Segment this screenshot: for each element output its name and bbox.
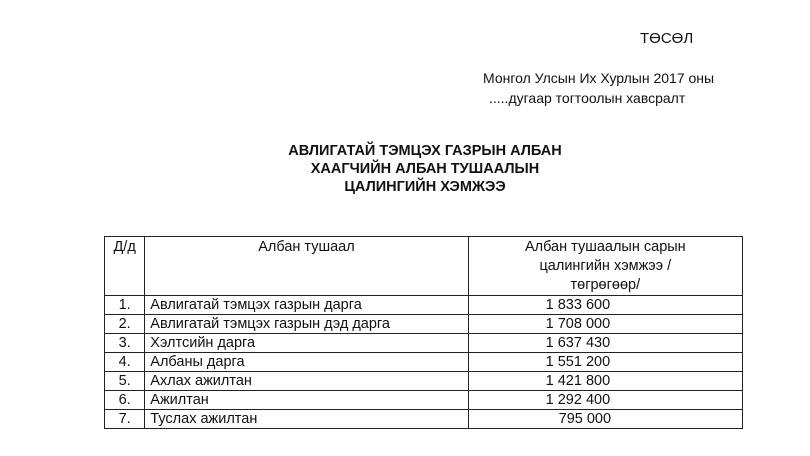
table-row	[105, 410, 743, 429]
row-num: 6.	[105, 391, 145, 410]
row-num: 4.	[105, 353, 145, 372]
annex-note	[483, 68, 714, 108]
row-salary: 1 637 430	[468, 334, 742, 353]
row-position: Ажилтан	[145, 391, 468, 410]
row-salary: 1 292 400	[468, 391, 742, 410]
row-num: 5.	[105, 372, 145, 391]
annex-line-1: Монгол Улсын Их Хурлын 2017 оны	[483, 70, 715, 86]
row-num: 2.	[105, 315, 145, 334]
title-line-2: ХААГЧИЙН АЛБАН ТУШААЛЫН	[310, 161, 540, 177]
row-salary: 1 708 000	[468, 315, 742, 334]
document-title	[250, 142, 600, 196]
title-line-1: АВЛИГАТАЙ ТЭМЦЭХ ГАЗРЫН АЛБАН	[288, 143, 562, 159]
row-position: Туслах ажилтан	[145, 410, 468, 429]
salary-table	[104, 236, 743, 429]
header-salary-line-2: цалингийн хэмжээ /	[539, 258, 672, 274]
row-num: 7.	[105, 410, 145, 429]
draft-label: ТӨСӨЛ	[640, 30, 694, 47]
header-salary	[468, 237, 742, 296]
table-row	[105, 353, 743, 372]
row-position: Ахлах ажилтан	[145, 372, 468, 391]
header-salary-line-1: Албан тушаалын сарын	[524, 239, 686, 255]
row-position: Авлигатай тэмцэх газрын дэд дарга	[145, 315, 468, 334]
table-row	[105, 372, 743, 391]
row-salary: 1 551 200	[468, 353, 742, 372]
row-position: Хэлтсийн дарга	[145, 334, 468, 353]
title-line-3: ЦАЛИНГИЙН ХЭМЖЭЭ	[344, 179, 506, 195]
table-row	[105, 315, 743, 334]
header-num: Д/д	[105, 237, 145, 296]
table-row	[105, 296, 743, 315]
annex-line-2: .....дугаар тогтоолын хавсралт	[489, 90, 686, 106]
table-row	[105, 391, 743, 410]
header-position: Албан тушаал	[145, 237, 468, 296]
row-salary: 795 000	[468, 410, 742, 429]
row-position: Авлигатай тэмцэх газрын дарга	[145, 296, 468, 315]
row-position: Албаны дарга	[145, 353, 468, 372]
row-num: 3.	[105, 334, 145, 353]
row-salary: 1 833 600	[468, 296, 742, 315]
header-salary-line-3: төгрөгөөр/	[570, 277, 641, 293]
row-num: 1.	[105, 296, 145, 315]
table-row	[105, 334, 743, 353]
row-salary: 1 421 800	[468, 372, 742, 391]
table-header-row	[105, 237, 743, 296]
